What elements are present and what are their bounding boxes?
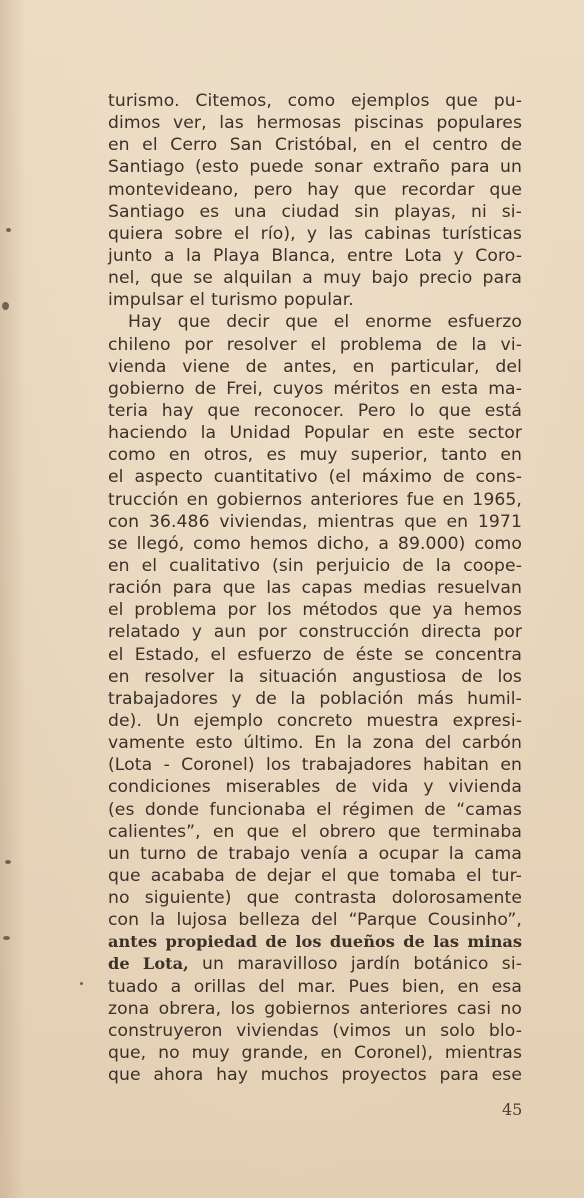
line-text: un maravilloso jardín botánico si- [188,954,522,975]
line-text: condiciones miserables de vida y vivienda [108,777,522,798]
line-text: de). Un ejemplo concreto muestra expresi- [108,710,522,731]
page-number: 45 [502,1100,523,1119]
text-line [108,644,522,666]
line-text: gobierno de Frei, cuyos méritos en esta ma- [108,378,522,399]
text-line [108,1020,522,1042]
line-text: en el cualitativo (sin perjuicio de la coope- [108,555,522,576]
text-line [108,466,522,488]
text-line [108,577,522,599]
text-line [108,201,522,223]
line-text: Santiago es una ciudad sin playas, ni si- [108,201,522,222]
text-line [108,289,522,311]
text-line [108,422,522,444]
text-line [108,179,522,201]
text-line [108,776,522,798]
text-line [108,599,522,621]
line-text: se llegó, como hemos dicho, a 89.000) como [108,533,522,554]
line-text: en el Cerro San Cristóbal, en el centro de [108,135,522,156]
text-line [108,754,522,776]
text-line [108,998,522,1020]
text-line [108,1042,522,1064]
line-text: (Lota - Coronel) los trabajadores habitan en [108,755,522,776]
text-line [108,267,522,289]
line-text: que acababa de dejar el que tomaba el tur- [108,865,522,886]
text-line [108,444,522,466]
line-text: que, no muy grande, en Coronel), mientras [108,1043,522,1064]
text-line [108,976,522,998]
line-text: tuado a orillas del mar. Pues bien, en esa [108,976,522,997]
text-line [108,134,522,156]
line-text: quiera sobre el río), y las cabinas turísticas [108,223,522,244]
text-line [108,621,522,643]
text-line [108,931,522,953]
body-text [108,90,522,1086]
text-line [108,666,522,688]
line-text: en resolver la situación angustiosa de los [108,666,522,687]
margin-speck [5,860,11,864]
text-line [108,843,522,865]
line-text: el aspecto cuantitativo (el máximo de cons- [108,467,522,488]
text-line [108,865,522,887]
line-text: Hay que decir que el enorme esfuerzo [128,312,522,333]
text-line [108,710,522,732]
text-line [108,511,522,533]
line-text: haciendo la Unidad Popular en este sector [108,423,522,444]
text-line [108,887,522,909]
line-text: el Estado, el esfuerzo de éste se concentra [108,644,522,665]
line-text: vamente esto último. En la zona del carbón [108,733,522,754]
line-text: ración para que las capas medias resuelvan [108,578,522,599]
line-text: que ahora hay muchos proyectos para ese [108,1065,522,1086]
text-line [108,334,522,356]
margin-speck [6,228,11,232]
line-text: Santiago (esto puede sonar extraño para un [108,157,522,178]
line-text: con la lujosa belleza del “Parque Cousinho”, [108,910,522,931]
line-text: con 36.486 viviendas, mientras que en 1971 [108,511,522,532]
line-text: turismo. Citemos, como ejemplos que pu- [108,91,522,111]
text-line [108,821,522,843]
text-line [108,378,522,400]
margin-speck [2,302,9,310]
line-text: vienda viene de antes, en particular, del [108,356,522,377]
line-text: construyeron viviendas (vimos un solo blo- [108,1020,522,1041]
text-line [108,311,522,333]
text-line [108,112,522,134]
text-line [108,953,522,975]
text-line [108,245,522,267]
margin-speck [3,936,10,940]
line-text: un turno de trabajo venía a ocupar la cama [108,843,522,864]
text-line [108,400,522,422]
line-text: dimos ver, las hermosas piscinas populares [108,113,522,134]
text-line [108,533,522,555]
line-text: nel, que se alquilan a muy bajo precio para [108,268,522,289]
text-line [108,489,522,511]
text-line [108,223,522,245]
text-line [108,688,522,710]
text-line [108,732,522,754]
text-line [108,156,522,178]
text-line [108,555,522,577]
line-text: (es donde funcionaba el régimen de “camas [108,799,522,820]
text-line [108,1064,522,1086]
line-text: calientes”, en que el obrero que terminaba [108,821,522,842]
bold-text: de Lota, [108,954,189,974]
line-text: teria hay que reconocer. Pero lo que está [108,400,522,421]
line-text: como en otros, es muy superior, tanto en [108,445,522,466]
line-text: chileno por resolver el problema de la vi- [108,334,522,355]
line-text: zona obrera, los gobiernos anteriores casi no [108,998,522,1019]
line-text: trucción en gobiernos anteriores fue en 1965, [108,489,522,510]
line-text: relatado y aun por construcción directa por [108,622,522,643]
margin-speck [80,982,83,985]
line-text: impulsar el turismo popular. [108,290,354,311]
text-line [108,356,522,378]
line-text: junto a la Playa Blanca, entre Lota y Coro- [108,245,522,266]
bold-text: antes propiedad de los dueños de las minas [108,932,522,952]
line-text: el problema por los métodos que ya hemos [108,600,522,621]
line-text: no siguiente) que contrasta dolorosamente [108,888,522,909]
line-text: trabajadores y de la población más humil- [108,688,522,709]
text-line [108,799,522,821]
text-line [108,90,522,112]
line-text: montevideano, pero hay que recordar que [108,179,522,200]
text-line [108,909,522,931]
